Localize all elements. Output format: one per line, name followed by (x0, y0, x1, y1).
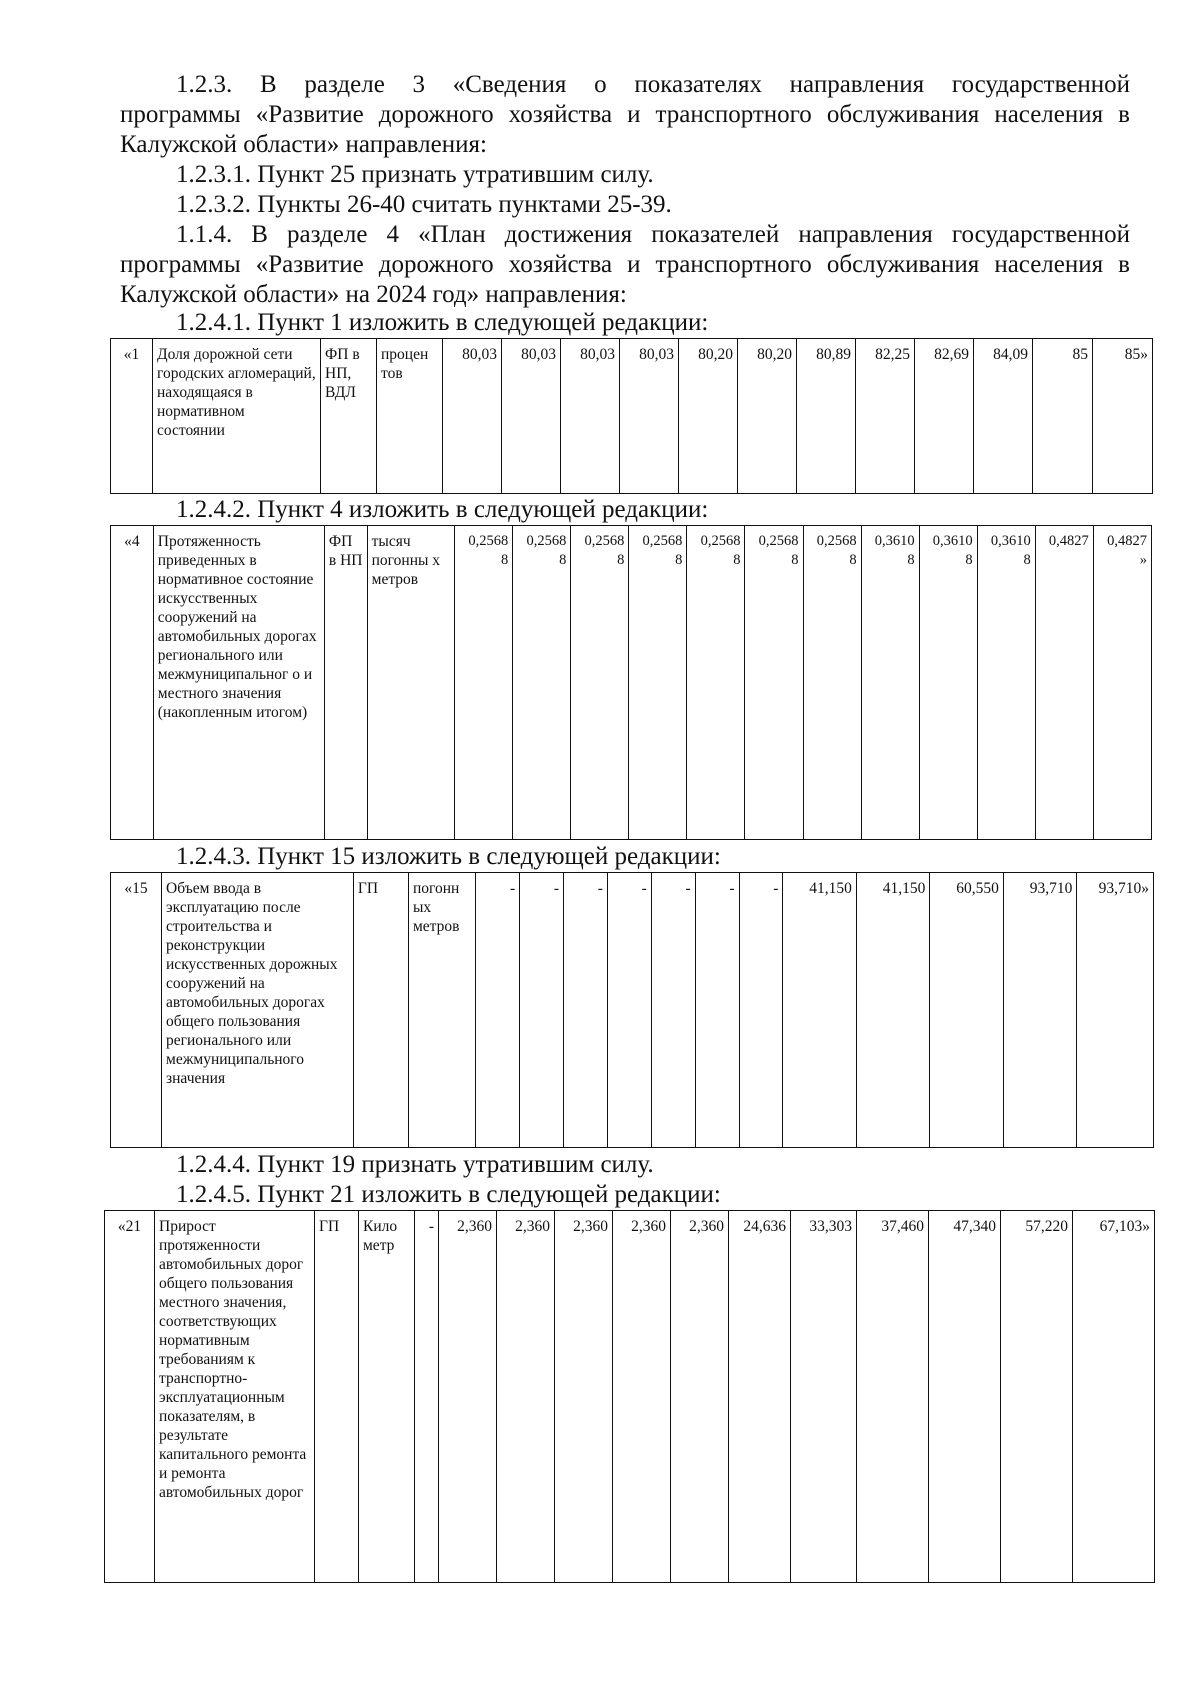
value-cell: - (607, 873, 651, 1148)
indicator-type: ГП (353, 873, 408, 1148)
value-wrap: 8 (965, 552, 973, 568)
value-wrap: 8 (907, 552, 915, 568)
value-cell: 60,550 (930, 873, 1003, 1148)
p114-line3: Калужской области» на 2024 год» направления: (120, 281, 627, 308)
value-cell (513, 526, 571, 840)
value-cell: 41,150 (783, 873, 856, 1148)
value-main: 0,2568 (526, 533, 567, 549)
value-cell: 85 (1033, 339, 1093, 494)
value-main: 0,3610 (990, 533, 1031, 549)
p123-line1: 1.2.3. В разделе 3 «Сведения о показателях направления государственной (176, 71, 1130, 98)
value-cell (977, 526, 1035, 840)
value-main: 0,3610 (932, 533, 973, 549)
section-heading-2: 1.2.4.2. Пункт 4 изложить в следующей редакции: (176, 496, 709, 523)
unit: процен тов (377, 339, 443, 494)
value-main: 0,4827 (1048, 533, 1089, 549)
value-wrap: 8 (617, 552, 625, 568)
p114-line2: программы «Развитие дорожного хозяйства и транспортного обслуживания населения в (120, 251, 1130, 278)
section-heading-4: 1.2.4.4. Пункт 19 признать утратившим силу. (176, 1151, 654, 1178)
value-cell: 84,09 (974, 339, 1033, 494)
value-cell (571, 526, 629, 840)
value-cell (803, 526, 861, 840)
table-item-21 (104, 1210, 1155, 1583)
value-cell (1093, 526, 1151, 840)
row-number: «21 (105, 1211, 155, 1583)
value-cell: 82,25 (856, 339, 915, 494)
value-cell: 80,03 (502, 339, 561, 494)
unit: тысяч погонны х метров (367, 526, 455, 840)
value-cell (455, 526, 513, 840)
section-heading-5: 1.2.4.5. Пункт 21 изложить в следующей редакции: (176, 1181, 721, 1208)
section-heading-1: 1.2.4.1. Пункт 1 изложить в следующей редакции: (176, 309, 709, 336)
indicator-type: ФП в НП, ВДЛ (321, 339, 377, 494)
table-row (111, 526, 1152, 840)
value-cell (861, 526, 919, 840)
value-cell: - (564, 873, 608, 1148)
value-cell (687, 526, 745, 840)
value-cell: 80,89 (797, 339, 856, 494)
indicator-name: Прирост протяженности автомобильных дорог общего пользования местного значения, соответствующих нормативным требованиям к транспортно-эксплуатационным показателям, в результате капитального ремонта и ремонта автомобильных дорог (155, 1211, 315, 1583)
table-item-15 (110, 872, 1154, 1148)
value-cell: 37,460 (857, 1211, 929, 1583)
table-item-4 (110, 525, 1152, 840)
p1231: 1.2.3.1. Пункт 25 признать утратившим силу. (176, 161, 654, 188)
value-main: 0,2568 (816, 533, 857, 549)
table-row (105, 1211, 1155, 1583)
value-cell: 57,220 (1001, 1211, 1073, 1583)
indicator-name: Протяженность приведенных в нормативное состояние искусственных сооружений на автомобильных дорогах регионального или межмуниципальног о и местного значения (накопленным итогом) (153, 526, 324, 840)
value-cell: - (739, 873, 783, 1148)
value-cell: 85» (1093, 339, 1153, 494)
value-main: 0,3610 (874, 533, 915, 549)
value-cell: 33,303 (791, 1211, 857, 1583)
value-main: 0,2568 (584, 533, 625, 549)
value-cell: 80,03 (620, 339, 679, 494)
value-wrap: 8 (501, 552, 509, 568)
value-wrap: 8 (791, 552, 799, 568)
value-cell (919, 526, 977, 840)
value-wrap: 8 (733, 552, 741, 568)
value-cell: - (476, 873, 520, 1148)
value-cell: 24,636 (729, 1211, 791, 1583)
value-cell: 80,03 (443, 339, 502, 494)
indicator-name: Доля дорожной сети городских агломераций, находящаяся в нормативном состоянии (153, 339, 321, 494)
value-main: 0,2568 (700, 533, 741, 549)
value-cell: 2,360 (671, 1211, 729, 1583)
value-main: 0,2568 (642, 533, 683, 549)
value-wrap: » (1139, 552, 1147, 568)
p1232: 1.2.3.2. Пункты 26-40 считать пунктами 25-39. (176, 191, 672, 218)
value-cell: - (520, 873, 564, 1148)
value-cell: 41,150 (856, 873, 929, 1148)
value-cell: - (415, 1211, 439, 1583)
value-cell: - (651, 873, 695, 1148)
table-row (111, 339, 1153, 494)
value-cell: 2,360 (439, 1211, 497, 1583)
p123-line2: программы «Развитие дорожного хозяйства и транспортного обслуживания населения в (120, 101, 1130, 128)
value-cell: 80,03 (561, 339, 620, 494)
indicator-type: ФП в НП (324, 526, 367, 840)
value-main: 0,4827 (1107, 533, 1147, 549)
value-cell: 80,20 (679, 339, 738, 494)
unit: погонн ых метров (408, 873, 475, 1148)
value-cell (745, 526, 803, 840)
value-cell: 93,710» (1077, 873, 1154, 1148)
value-cell (629, 526, 687, 840)
row-number: «1 (111, 339, 153, 494)
p123-line3: Калужской области» направления: (120, 131, 487, 158)
p114-line1: 1.1.4. В разделе 4 «План достижения показателей направления государственной (176, 221, 1130, 248)
value-cell: 47,340 (929, 1211, 1001, 1583)
value-cell: - (695, 873, 739, 1148)
row-number: «4 (111, 526, 154, 840)
value-cell: 2,360 (497, 1211, 555, 1583)
table-item-1 (110, 338, 1153, 494)
value-cell: 93,710 (1003, 873, 1076, 1148)
value-cell: 67,103» (1073, 1211, 1155, 1583)
unit: Кило метр (359, 1211, 415, 1583)
value-wrap: 8 (849, 552, 857, 568)
value-main: 0,2568 (758, 533, 799, 549)
value-main: 0,2568 (468, 533, 509, 549)
value-cell: 80,20 (738, 339, 797, 494)
value-wrap: 8 (559, 552, 567, 568)
table-row (111, 873, 1154, 1148)
value-cell: 82,69 (915, 339, 974, 494)
value-cell (1035, 526, 1093, 840)
section-heading-3: 1.2.4.3. Пункт 15 изложить в следующей редакции: (176, 843, 721, 870)
indicator-name: Объем ввода в эксплуатацию после строительства и реконструкции искусственных дорожных сооружений на автомобильных дорогах общего пользования регионального или межмуниципального значения (162, 873, 354, 1148)
value-wrap: 8 (1023, 552, 1031, 568)
value-cell: 2,360 (555, 1211, 613, 1583)
row-number: «15 (111, 873, 162, 1148)
indicator-type: ГП (315, 1211, 359, 1583)
value-cell: 2,360 (613, 1211, 671, 1583)
value-wrap: 8 (675, 552, 683, 568)
